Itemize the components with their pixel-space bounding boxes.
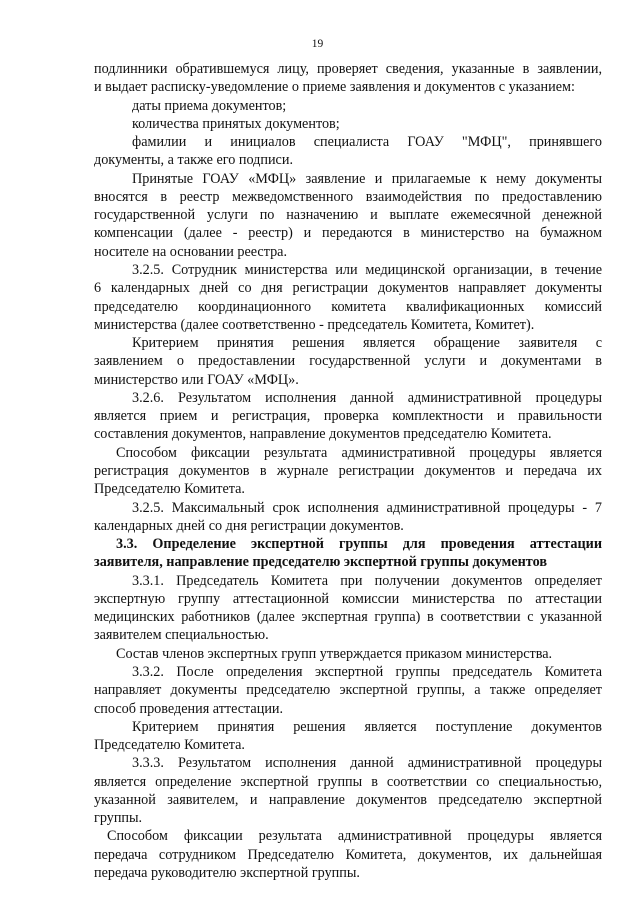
text-line: группы. xyxy=(94,810,143,827)
text-line: календарных дней со дня регистрации документов. xyxy=(94,517,404,534)
section-heading: 3.3. Определение экспертной группы для проведения аттестации xyxy=(116,536,602,553)
text-line: носителе на основании реестра. xyxy=(94,243,288,260)
text-line: составления документов, направление документов председателю Комитета. xyxy=(94,426,552,443)
text-line: вносятся в реестр межведомственного взаимодействия по предоставлению xyxy=(94,188,602,205)
text-line: Председателю Комитета. xyxy=(94,737,245,754)
page-number: 19 xyxy=(311,38,324,50)
text-line: 3.3.3. Результатом исполнения данной административной процедуры xyxy=(132,755,602,772)
text-line: председателю координационного комитета квалификационных комиссий xyxy=(94,298,602,315)
text-line: фамилии и инициалов специалиста ГОАУ "МФЦ", принявшего xyxy=(132,134,602,151)
text-line: 3.2.6. Результатом исполнения данной административной процедуры xyxy=(132,389,602,406)
text-line: Председателю Комитета. xyxy=(94,481,245,498)
text-line: заявлением о предоставлении государственной услуги и документами в xyxy=(94,353,602,370)
text-line: заявителем специальностью. xyxy=(94,627,269,644)
text-line: министерства (далее соответственно - председатель Комитета, Комитет). xyxy=(94,316,535,333)
text-line: способ проведения аттестации. xyxy=(94,700,284,717)
text-line: количества принятых документов; xyxy=(132,115,340,132)
text-line: передача руководителю экспертной группы. xyxy=(94,865,360,881)
text-line: и выдает расписку-уведомление о приеме заявления и документов с указанием: xyxy=(94,79,575,96)
text-line: 6 календарных дней со дня регистрации документов направляет документы xyxy=(94,280,602,297)
text-line: Способом фиксации результата административной процедуры является xyxy=(107,828,602,845)
text-line: Состав членов экспертных групп утверждается приказом министерства. xyxy=(116,645,553,662)
text-line: экспертную группу аттестационной комиссии министерства по аттестации xyxy=(94,590,602,607)
text-line: указанной заявителем, и направление документов председателю экспертной xyxy=(94,791,602,808)
text-line: компенсации (далее - реестр) и передаются в министерство на бумажном xyxy=(94,225,602,242)
text-line: регистрация документов в журнале регистрации документов и передача их xyxy=(94,463,602,479)
text-line: документы, а также его подписи. xyxy=(94,152,293,169)
text-line: министерство или ГОАУ «МФЦ». xyxy=(94,371,299,388)
text-line: Способом фиксации результата административной процедуры является xyxy=(116,444,602,461)
text-line: 3.3.2. После определения экспертной группы председатель Комитета xyxy=(132,664,602,680)
text-line: Принятые ГОАУ «МФЦ» заявление и прилагаемые к нему документы xyxy=(132,170,602,187)
text-line: Критерием принятия решения является поступление документов xyxy=(132,718,602,735)
section-heading: заявителя, направление председателю экспертной группы документов xyxy=(94,554,547,571)
text-line: медицинских работников (далее экспертная группа) в соответствии с указанной xyxy=(94,609,602,626)
text-line: 3.2.5. Максимальный срок исполнения административной процедуры - 7 xyxy=(132,499,602,516)
text-line: Критерием принятия решения является обращение заявителя с xyxy=(132,335,602,352)
text-line: 3.3.1. Председатель Комитета при получении документов определяет xyxy=(132,572,602,589)
text-line: 3.2.5. Сотрудник министерства или медицинской организации, в течение xyxy=(132,262,602,278)
text-line: подлинники обратившемуся лицу, проверяет сведения, указанные в заявлении, xyxy=(94,61,602,77)
text-line: даты приема документов; xyxy=(132,97,287,114)
text-line: направляет документы председателю экспертной группы, а также определяет xyxy=(94,682,602,699)
text-line: государственной услуги по назначению и выплате ежемесячной денежной xyxy=(94,207,602,224)
text-line: является определение экспертной группы в соответствии со специальностью, xyxy=(94,773,602,790)
text-line: передача сотрудником Председателю Комитета, документов, их дальнейшая xyxy=(94,846,602,863)
text-line: является прием и регистрация, проверка комплектности и правильности xyxy=(94,408,602,425)
